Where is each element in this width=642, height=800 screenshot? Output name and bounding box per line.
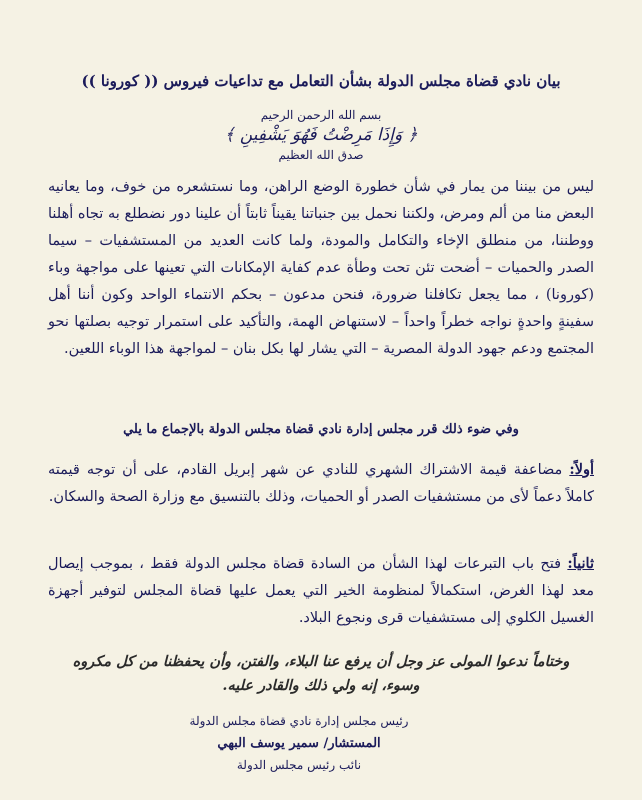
- signature-title: رئيس مجلس إدارة نادي قضاة مجلس الدولة: [189, 714, 409, 728]
- intro-paragraph: ليس من بيننا من يمار في شأن خطورة الوضع الراهن، وما نستشعره من خوف، وما يعانيه البعض منا من ألم ومرض، ولكننا نحمل بين جنباتنا يقيناً ثابتاً أن علينا دور نضطلع به تجاه أهلنا ووطننا، من منطلق الإخاء والتكامل والمودة، ولما كانت العديد من المستشفيات – سيما الصدر والحميات – أضحت تئن تحت وطأة عدم كفاية الإمكانات التي تعينها على مواجهة وباء (كورونا) ، مما يجعل تكافلنا ضرورة، فنحن مدعون – بحكم الانتماء الواحد وكون أننا أهل سفينةٍ واحدةٍ نواجه خطراً واحداً – لاستنهاض الهمة، والتأكيد على استمرار توجيه بصلتها نحو المجتمع ودعم جهود الدولة المصرية – التي يشار لها بكل بنان – لمواجهة هذا الوباء اللعين.: [48, 179, 594, 357]
- first-label: أولاً:: [569, 461, 594, 478]
- sadaq-line: صدق الله العظيم: [278, 148, 364, 162]
- signature-role: نائب رئيس مجلس الدولة: [236, 758, 362, 772]
- second-text: فتح باب التبرعات لهذا الشأن من السادة قضاة مجلس الدولة فقط ، بموجب إيصال معد لهذا الغرض، استكمالاً لمنظومة الخير التي يعمل عليها قضاة المجلس لتوفير أجهزة الغسيل الكلوي إلى مستشفيات قرى ونجوع البلاد.: [48, 556, 594, 626]
- basmala: بسم الله الرحمن الرحيم: [260, 108, 382, 122]
- second-label: ثانياً:: [567, 555, 594, 572]
- quran-verse: ﴿ وَإِذَا مَرِضْتُ فَهُوَ يَشْفِينِ ﴾: [224, 125, 418, 145]
- signature-name: المستشار/ سمير يوسف البهي: [217, 736, 381, 751]
- first-decision: [48, 456, 594, 511]
- second-decision: [48, 550, 594, 632]
- document-title: بيان نادي قضاة مجلس الدولة بشأن التعامل مع تداعيات فيروس (( كورونا )): [81, 72, 561, 90]
- first-text: مضاعفة قيمة الاشتراك الشهري للنادي عن شهر إبريل القادم، على أن توجه قيمته كاملاً دعماً لأى من مستشفيات الصدر أو الحميات، وذلك بالتنسيق مع وزارة الصحة والسكان.: [48, 462, 594, 505]
- decision-heading: وفي ضوء ذلك قرر مجلس إدارة نادي قضاة مجلس الدولة بالإجماع ما يلي: [123, 422, 519, 437]
- closing-prayer: وختاماً ندعوا المولى عز وجل أن يرفع عنا البلاء، والفتن، وأن يحفظنا من كل مكروه وسوء، إنه ولي ذلك والقادر عليه.: [72, 653, 570, 694]
